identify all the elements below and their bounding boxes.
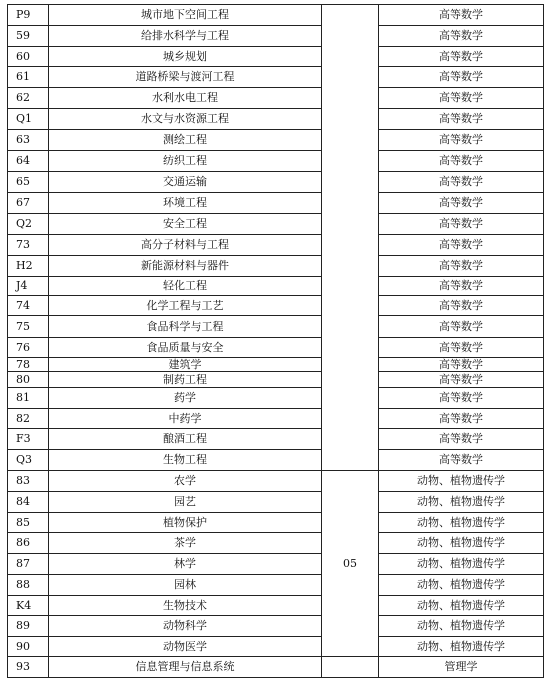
table-row <box>8 296 544 316</box>
major-code-cell: 83 <box>8 471 49 492</box>
major-code-cell: 84 <box>8 492 49 513</box>
major-name-cell: 茶学 <box>49 533 322 554</box>
table-row <box>8 109 544 130</box>
table-row <box>8 67 544 88</box>
table-row <box>8 130 544 151</box>
exam-subject-cell: 高等数学 <box>379 109 544 130</box>
major-code-cell: Q1 <box>8 109 49 130</box>
major-code-cell: 81 <box>8 388 49 409</box>
major-name-cell: 园林 <box>49 575 322 596</box>
major-code-cell: 85 <box>8 513 49 533</box>
exam-subject-cell: 动物、植物遗传学 <box>379 554 544 575</box>
exam-subject-cell: 高等数学 <box>379 67 544 88</box>
major-code-cell: 60 <box>8 47 49 67</box>
table-row <box>8 533 544 554</box>
exam-subject-cell: 高等数学 <box>379 277 544 296</box>
table-row <box>8 235 544 256</box>
exam-subject-cell: 动物、植物遗传学 <box>379 471 544 492</box>
major-name-cell: 信息管理与信息系统 <box>49 657 322 678</box>
table-row <box>8 316 544 338</box>
exam-subject-cell: 高等数学 <box>379 5 544 26</box>
major-code-cell: 75 <box>8 316 49 338</box>
exam-subject-cell: 高等数学 <box>379 409 544 429</box>
major-name-cell: 水利水电工程 <box>49 88 322 109</box>
exam-subject-cell: 高等数学 <box>379 193 544 214</box>
table-row <box>8 450 544 471</box>
major-code-cell: 86 <box>8 533 49 554</box>
major-code-cell: 89 <box>8 616 49 637</box>
major-name-cell: 环境工程 <box>49 193 322 214</box>
table-row <box>8 88 544 109</box>
major-name-cell: 制药工程 <box>49 372 322 388</box>
major-code-cell: 63 <box>8 130 49 151</box>
major-name-cell: 给排水科学与工程 <box>49 26 322 47</box>
group-cell-blank <box>322 5 379 471</box>
major-name-cell: 城市地下空间工程 <box>49 5 322 26</box>
table-row <box>8 214 544 235</box>
table-row <box>8 372 544 388</box>
exam-subject-cell: 高等数学 <box>379 450 544 471</box>
major-name-cell: 道路桥梁与渡河工程 <box>49 67 322 88</box>
table-row <box>8 637 544 657</box>
table-row <box>8 5 544 26</box>
major-name-cell: 高分子材料与工程 <box>49 235 322 256</box>
major-code-cell: 59 <box>8 26 49 47</box>
exam-subject-cell: 管理学 <box>379 657 544 678</box>
exam-subject-cell: 高等数学 <box>379 338 544 358</box>
major-name-cell: 轻化工程 <box>49 277 322 296</box>
table-row <box>8 429 544 450</box>
major-name-cell: 药学 <box>49 388 322 409</box>
major-code-cell: 73 <box>8 235 49 256</box>
exam-subject-cell: 高等数学 <box>379 26 544 47</box>
major-code-cell: 65 <box>8 172 49 193</box>
major-code-cell: 78 <box>8 358 49 372</box>
exam-subject-cell: 动物、植物遗传学 <box>379 533 544 554</box>
exam-subject-cell: 高等数学 <box>379 296 544 316</box>
exam-subject-cell: 高等数学 <box>379 372 544 388</box>
table-body <box>8 5 544 678</box>
table-row <box>8 26 544 47</box>
table-row <box>8 388 544 409</box>
exam-subject-cell: 高等数学 <box>379 388 544 409</box>
exam-subject-cell: 动物、植物遗传学 <box>379 616 544 637</box>
exam-subject-cell: 高等数学 <box>379 214 544 235</box>
major-code-cell: 90 <box>8 637 49 657</box>
exam-subject-cell: 动物、植物遗传学 <box>379 596 544 616</box>
major-code-cell: 64 <box>8 151 49 172</box>
major-name-cell: 生物工程 <box>49 450 322 471</box>
major-subject-table <box>7 4 544 678</box>
exam-subject-cell: 高等数学 <box>379 316 544 338</box>
major-name-cell: 交通运输 <box>49 172 322 193</box>
table-row <box>8 492 544 513</box>
table-row <box>8 358 544 372</box>
major-code-cell: 87 <box>8 554 49 575</box>
table-row <box>8 172 544 193</box>
major-code-cell: Q3 <box>8 450 49 471</box>
major-name-cell: 农学 <box>49 471 322 492</box>
major-code-cell: 76 <box>8 338 49 358</box>
exam-subject-cell: 高等数学 <box>379 88 544 109</box>
table-row <box>8 616 544 637</box>
major-name-cell: 城乡规划 <box>49 47 322 67</box>
major-code-cell: P9 <box>8 5 49 26</box>
exam-subject-cell: 高等数学 <box>379 47 544 67</box>
major-name-cell: 中药学 <box>49 409 322 429</box>
table-row <box>8 513 544 533</box>
table-row <box>8 596 544 616</box>
major-code-cell: 82 <box>8 409 49 429</box>
exam-subject-cell: 高等数学 <box>379 151 544 172</box>
exam-subject-cell: 高等数学 <box>379 130 544 151</box>
group-cell-blank <box>322 657 379 678</box>
major-name-cell: 动物医学 <box>49 637 322 657</box>
major-code-cell: Q2 <box>8 214 49 235</box>
major-code-cell: 62 <box>8 88 49 109</box>
table-row <box>8 575 544 596</box>
major-code-cell: H2 <box>8 256 49 277</box>
exam-subject-cell: 高等数学 <box>379 429 544 450</box>
exam-subject-cell: 高等数学 <box>379 235 544 256</box>
major-name-cell: 食品科学与工程 <box>49 316 322 338</box>
group-cell-05: 05 <box>322 471 379 657</box>
exam-subject-cell: 动物、植物遗传学 <box>379 637 544 657</box>
major-name-cell: 建筑学 <box>49 358 322 372</box>
major-name-cell: 生物技术 <box>49 596 322 616</box>
major-code-cell: 80 <box>8 372 49 388</box>
table-row <box>8 338 544 358</box>
table-row <box>8 409 544 429</box>
table-row <box>8 193 544 214</box>
major-code-cell: 74 <box>8 296 49 316</box>
major-code-cell: F3 <box>8 429 49 450</box>
exam-subject-cell: 动物、植物遗传学 <box>379 513 544 533</box>
table-row <box>8 277 544 296</box>
table-row <box>8 256 544 277</box>
table-row <box>8 47 544 67</box>
major-code-cell: J4 <box>8 277 49 296</box>
exam-subject-cell: 高等数学 <box>379 256 544 277</box>
major-name-cell: 园艺 <box>49 492 322 513</box>
exam-subject-cell: 高等数学 <box>379 172 544 193</box>
major-name-cell: 水文与水资源工程 <box>49 109 322 130</box>
exam-subject-cell: 高等数学 <box>379 358 544 372</box>
major-name-cell: 测绘工程 <box>49 130 322 151</box>
table-row <box>8 151 544 172</box>
exam-subject-cell: 动物、植物遗传学 <box>379 575 544 596</box>
major-name-cell: 酿酒工程 <box>49 429 322 450</box>
major-name-cell: 新能源材料与器件 <box>49 256 322 277</box>
table-row <box>8 471 544 492</box>
major-code-cell: 88 <box>8 575 49 596</box>
major-code-cell: K4 <box>8 596 49 616</box>
major-code-cell: 67 <box>8 193 49 214</box>
table-row <box>8 657 544 678</box>
major-code-cell: 61 <box>8 67 49 88</box>
major-name-cell: 食品质量与安全 <box>49 338 322 358</box>
major-name-cell: 纺织工程 <box>49 151 322 172</box>
major-name-cell: 化学工程与工艺 <box>49 296 322 316</box>
major-name-cell: 林学 <box>49 554 322 575</box>
major-name-cell: 安全工程 <box>49 214 322 235</box>
table-row <box>8 554 544 575</box>
major-name-cell: 动物科学 <box>49 616 322 637</box>
exam-subject-cell: 动物、植物遗传学 <box>379 492 544 513</box>
major-code-cell: 93 <box>8 657 49 678</box>
major-name-cell: 植物保护 <box>49 513 322 533</box>
